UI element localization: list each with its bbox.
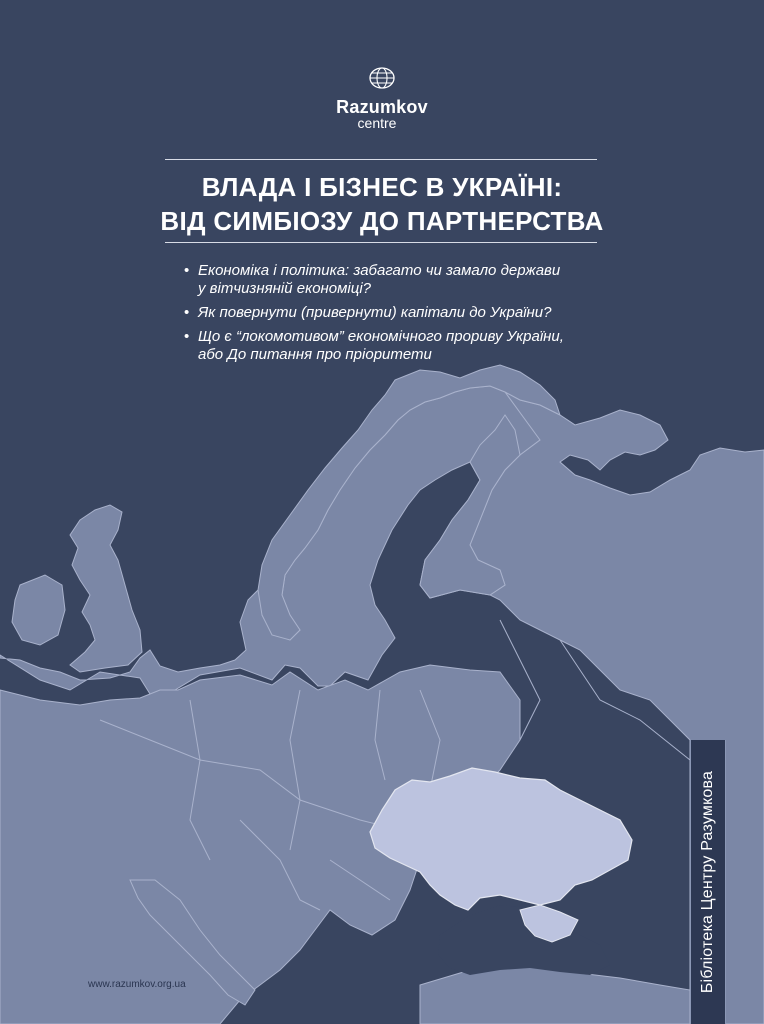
razumkov-logo bbox=[0, 66, 764, 130]
logo-subtitle: centre bbox=[357, 115, 397, 131]
page-title bbox=[150, 170, 614, 238]
topic-1-line-2: у вітчизняній економіці? bbox=[198, 280, 371, 297]
anatolia bbox=[420, 965, 690, 1024]
ireland bbox=[12, 575, 65, 645]
list-item bbox=[184, 328, 624, 364]
list-item bbox=[184, 304, 624, 322]
topic-list bbox=[184, 262, 624, 370]
website-link[interactable]: www.razumkov.org.ua bbox=[88, 979, 186, 990]
title-line-1: ВЛАДА І БІЗНЕС В УКРАЇНІ: bbox=[201, 172, 563, 202]
list-item bbox=[184, 262, 624, 298]
globe-icon bbox=[368, 66, 396, 90]
topic-1-line-1: • Економіка і політика: забагато чи замало держави bbox=[198, 262, 561, 279]
topic-2-line-1: • Як повернути (привернути) капітали до України? bbox=[198, 304, 552, 321]
topic-3-line-2: або До питання про пріоритети bbox=[198, 346, 432, 363]
spine-label: Бібліотека Центру Разумкова bbox=[699, 770, 716, 994]
title-line-2: ВІД СИМБІОЗУ ДО ПАРТНЕРСТВА bbox=[160, 206, 604, 236]
great-britain bbox=[70, 505, 142, 672]
title-rule-bottom bbox=[165, 242, 597, 243]
logo-name: Razumkov bbox=[336, 97, 428, 117]
topic-3-line-1: • Що є “локомотивом” економічного прориву України, bbox=[198, 328, 564, 345]
title-rule-top bbox=[165, 159, 597, 160]
library-spine bbox=[690, 740, 726, 1024]
